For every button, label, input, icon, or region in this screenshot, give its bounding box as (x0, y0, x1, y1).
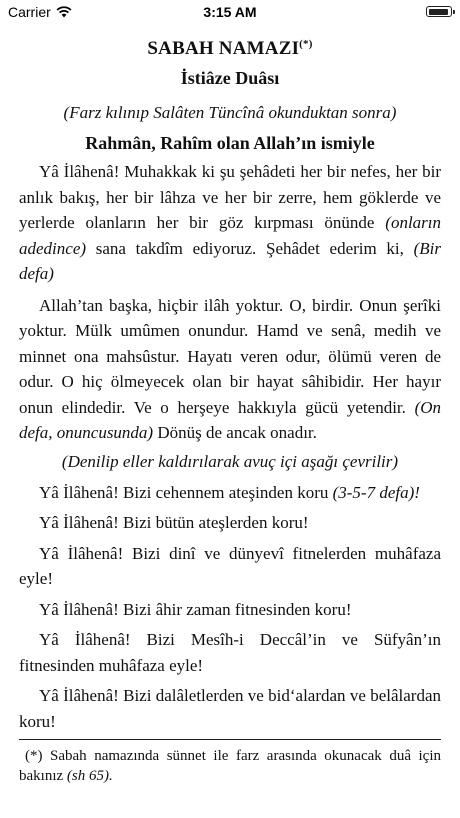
paragraph-7: Yâ İlâhenâ! Bizi Mesîh-i Deccâl’in ve Süfyân’ın fitnesinden muhâfaza eyle! (19, 630, 441, 675)
paragraph-5: Yâ İlâhenâ! Bizi dinî ve dünyevî fitnelerden muhâfaza eyle! (19, 543, 441, 588)
footnote-text: (*) Sabah namazında sünnet ile farz arasında okunacak duâ için bakınız (19, 748, 441, 784)
footnote-ref[interactable]: (sh 65). (66, 768, 113, 784)
footnote (19, 746, 441, 786)
battery-level (429, 9, 448, 15)
bismillah-heading: Rahmân, Rahîm olan Allah’ın ismiyle (85, 133, 375, 153)
p1-italic2: (Bir defa) (19, 238, 442, 283)
p3-italic: (3-5-7 defa)! (332, 482, 420, 502)
page-title (19, 38, 441, 60)
center-instruction: (Denilip eller kaldırılarak avuç içi aşağı çevrilir) (61, 451, 399, 471)
p2-italic: (On defa, onuncusunda) (19, 397, 442, 442)
p1-italic: (onların adedince) (19, 213, 442, 258)
p3-text: Yâ İlâhenâ! Bizi cehennem ateşinden koru (39, 482, 329, 502)
footnote-divider (19, 739, 441, 740)
p2-text: Allah’tan başka, hiçbir ilâh yoktur. O, birdir. Onun şerîki yoktur. Mülk umûmen onundur. Hamd ve senâ, medih ve minnet ona mahsûstur. Hayatı veren odur, ölümü veren de odur. O hiç ölmeyecek olan bir hayat sâhibidir. Her hayır onun elindedir. Ve o herşeye hakkıyla gücü yetendir. (19, 295, 441, 417)
paragraph-4: Yâ İlâhenâ! Bizi bütün ateşlerden koru! (39, 513, 309, 532)
battery-icon (426, 6, 452, 17)
p1-text: Yâ İlâhenâ! Muhakkak ki şu şehâdeti her bir nefes, her bir anlık bakış, her bir lâhza ve her bir zerre, hem göklerde ve yerlerde olanların her bir göz kırpması önünde (19, 162, 441, 232)
status-bar (0, 0, 460, 24)
footnote-marker[interactable]: (*) (299, 38, 313, 50)
paragraph-2 (19, 293, 441, 446)
document-page[interactable] (19, 38, 441, 786)
paragraph-6: Yâ İlâhenâ! Bizi âhir zaman fitnesinden koru! (39, 599, 352, 619)
title-text: SABAH NAMAZI (147, 38, 300, 59)
paragraph-1 (19, 159, 441, 287)
paragraph-8: Yâ İlâhenâ! Bizi dalâletlerden ve bid‘alardan ve belâlardan koru! (19, 686, 441, 731)
carrier-label: Carrier (8, 4, 51, 20)
p1-text2: sana takdîm ediyoruz. Şehâdet ederim ki, (95, 238, 404, 258)
clock: 3:15 AM (203, 4, 257, 20)
section-subtitle: İstiâze Duâsı (180, 68, 280, 88)
paragraph-3 (19, 480, 441, 506)
instruction-text: (Farz kılınıp Salâten Tüncînâ okunduktan sonra) (63, 103, 397, 122)
p2-text2: Dönüş de ancak onadır. (157, 423, 317, 442)
